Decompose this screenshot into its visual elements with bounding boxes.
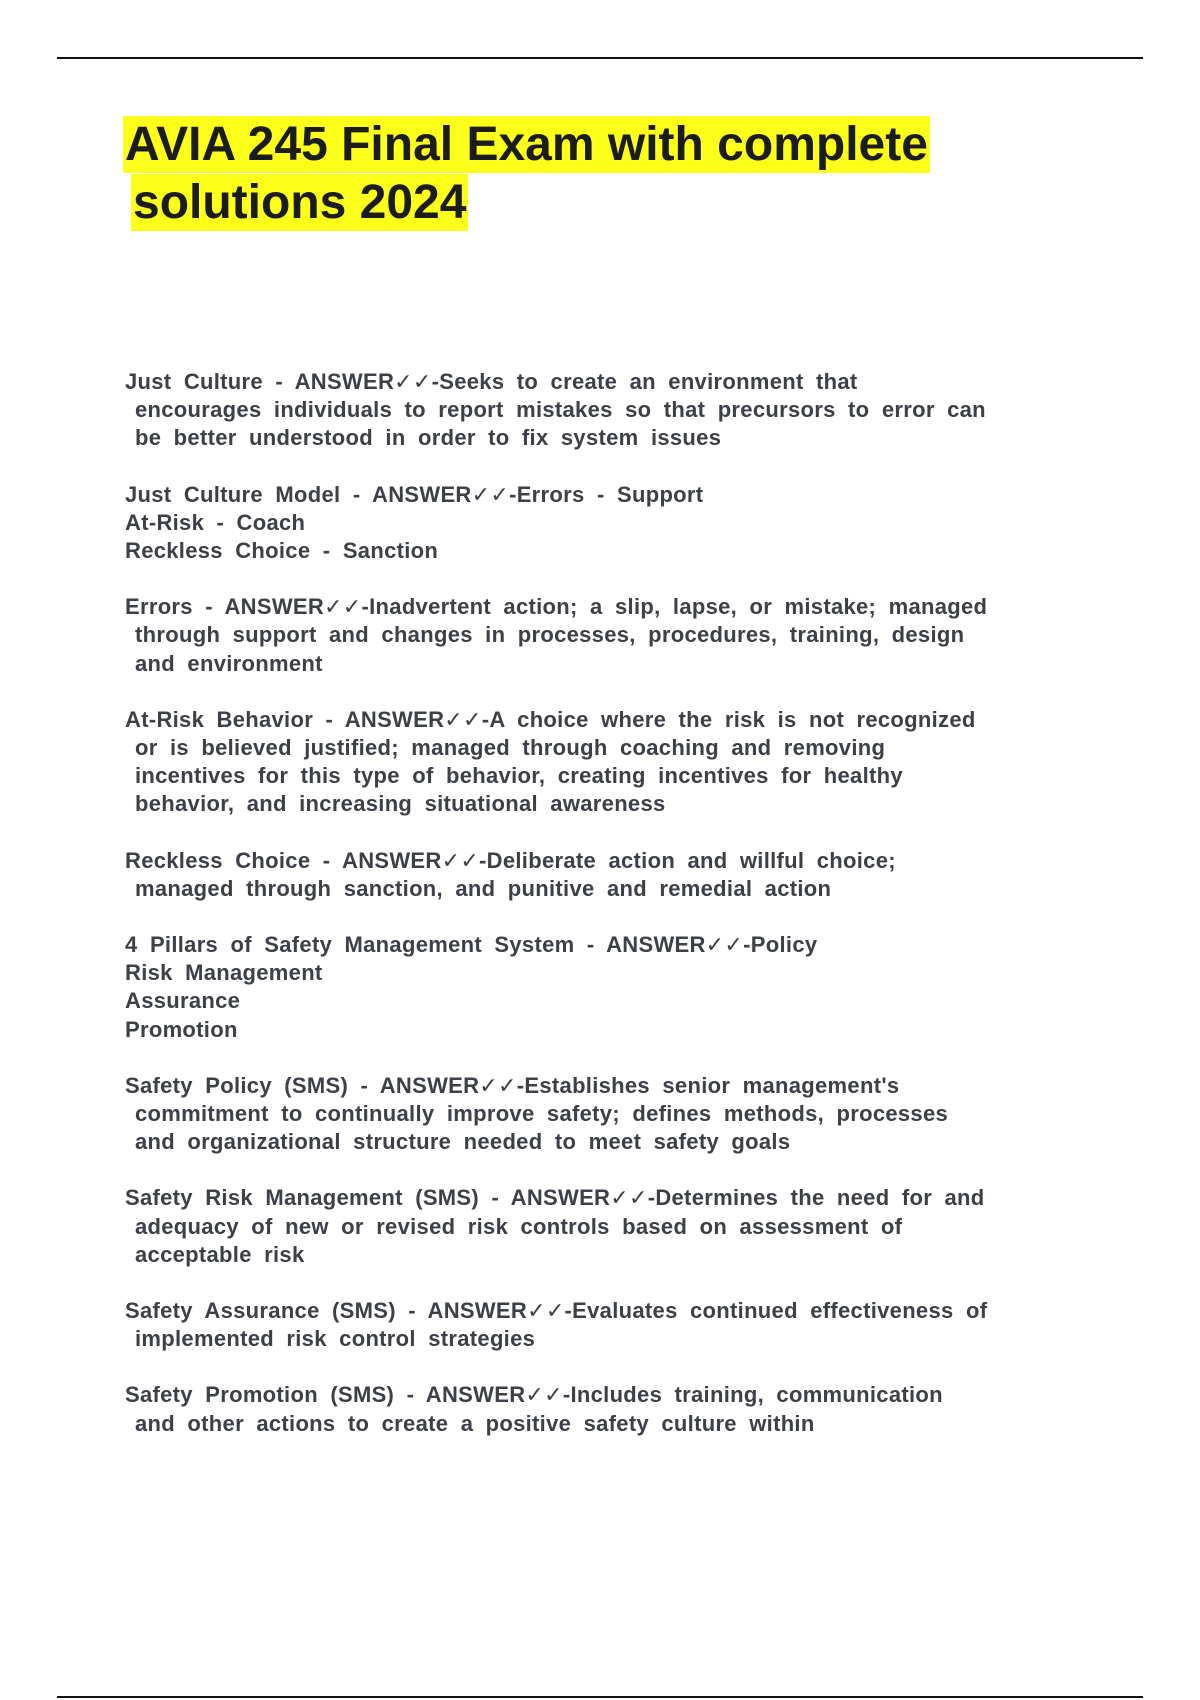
qa-entry	[125, 1072, 1075, 1157]
qa-line: incentives for this type of behavior, creating incentives for healthy	[135, 763, 903, 789]
qa-line: Reckless Choice - ANSWER✓✓-Deliberate action and willful choice;	[125, 847, 896, 873]
qa-entry	[125, 1184, 1075, 1269]
qa-line: managed through sanction, and punitive and remedial action	[135, 875, 832, 901]
qa-entry	[125, 481, 1075, 566]
qa-line: Safety Assurance (SMS) - ANSWER✓✓-Evaluates continued effectiveness of	[125, 1298, 988, 1324]
qa-line: Promotion	[125, 1016, 238, 1042]
title-line	[125, 116, 1075, 174]
title-highlight: solutions 2024	[133, 176, 467, 229]
qa-line: and organizational structure needed to meet safety goals	[135, 1129, 791, 1155]
qa-line: acceptable risk	[135, 1241, 305, 1267]
qa-line: commitment to continually improve safety; defines methods, processes	[135, 1101, 949, 1127]
qa-line: At-Risk - Coach	[125, 509, 306, 535]
qa-line: be better understood in order to fix system issues	[135, 425, 722, 451]
qa-line: Safety Policy (SMS) - ANSWER✓✓-Establishes senior management's	[125, 1072, 900, 1098]
qa-line: Assurance	[125, 988, 241, 1014]
footer-rule	[57, 1696, 1143, 1698]
qa-entry	[125, 706, 1075, 819]
qa-entry	[125, 847, 1075, 903]
header-rule	[57, 57, 1143, 59]
qa-entry	[125, 368, 1075, 453]
qa-line: implemented risk control strategies	[135, 1326, 536, 1352]
qa-entry	[125, 593, 1075, 678]
document-title	[125, 116, 1075, 232]
title-line	[125, 174, 1075, 232]
title-highlight: AVIA 245 Final Exam with complete	[125, 118, 928, 171]
qa-line: 4 Pillars of Safety Management System - ANSWER✓✓-Policy	[125, 932, 818, 958]
qa-line: Just Culture Model - ANSWER✓✓-Errors - Support	[125, 481, 704, 507]
qa-line: or is believed justified; managed through coaching and removing	[135, 735, 886, 761]
qa-line: Errors - ANSWER✓✓-Inadvertent action; a slip, lapse, or mistake; managed	[125, 594, 988, 620]
qa-entry	[125, 1381, 1075, 1437]
qa-entry	[125, 931, 1075, 1044]
qa-line: adequacy of new or revised risk controls based on assessment of	[135, 1213, 903, 1239]
qa-line: Safety Promotion (SMS) - ANSWER✓✓-Includes training, communication	[125, 1382, 943, 1408]
qa-line: At-Risk Behavior - ANSWER✓✓-A choice where the risk is not recognized	[125, 706, 976, 732]
qa-line: encourages individuals to report mistakes so that precursors to error can	[135, 397, 986, 423]
qa-line: and environment	[135, 650, 323, 676]
qa-line: Reckless Choice - Sanction	[125, 538, 439, 564]
qa-list	[125, 368, 1075, 1466]
qa-line: Risk Management	[125, 960, 323, 986]
qa-line: through support and changes in processes, procedures, training, design	[135, 622, 965, 648]
qa-line: and other actions to create a positive safety culture within	[135, 1410, 815, 1436]
qa-line: Just Culture - ANSWER✓✓-Seeks to create an environment that	[125, 369, 858, 394]
qa-line: Safety Risk Management (SMS) - ANSWER✓✓-Determines the need for and	[125, 1185, 985, 1211]
qa-entry	[125, 1297, 1075, 1353]
qa-line: behavior, and increasing situational awareness	[135, 791, 666, 817]
